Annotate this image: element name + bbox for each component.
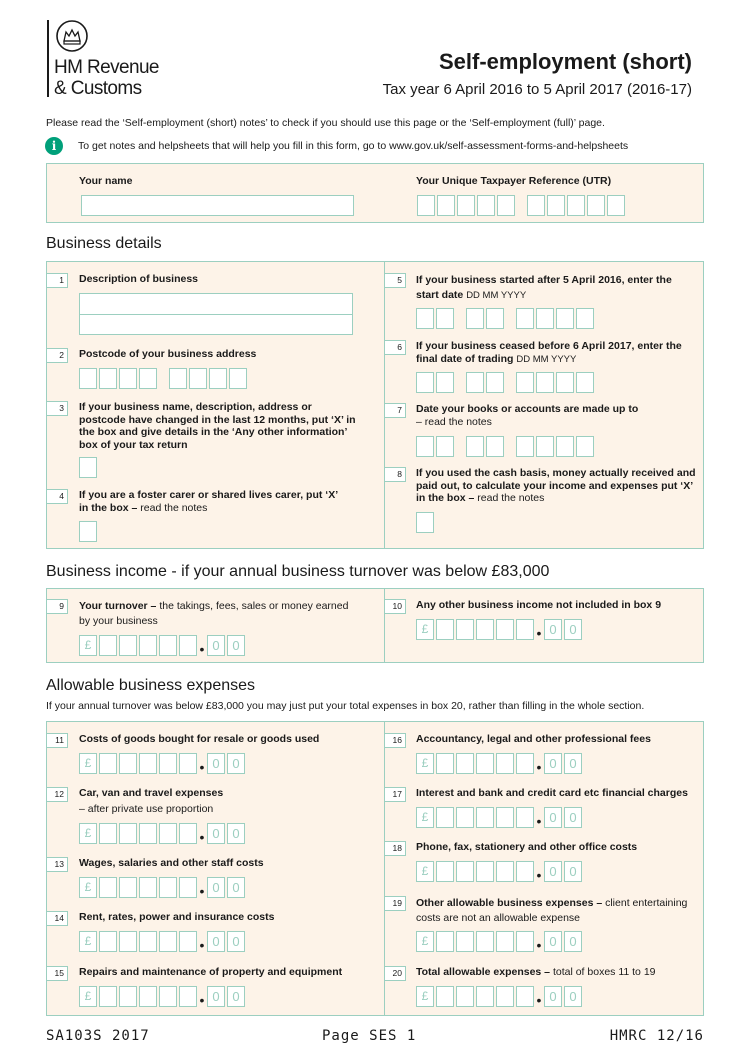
revision-date: HMRC 12/16 xyxy=(609,1028,704,1044)
box-number-14: 14 xyxy=(46,911,68,926)
pence-digit: 0 xyxy=(564,986,582,1007)
accountancy-fees-input[interactable] xyxy=(416,753,582,774)
pound-sign: £ xyxy=(79,823,97,844)
cease-date-input[interactable] xyxy=(416,372,594,393)
q3-label: If your business name, description, address or postcode have changed in the last 12 months, put ‘X’ in the box and give details in the ‘Any other information’ box of your tax return xyxy=(79,401,356,451)
royal-crown-icon xyxy=(56,20,88,52)
q5-label-text: If your business started after 5 April 2016, enter the start date xyxy=(416,274,672,301)
office-costs-input[interactable] xyxy=(416,861,582,882)
box-number-4: 4 xyxy=(46,489,68,504)
utr-label: Your Unique Taxpayer Reference (UTR) xyxy=(416,175,612,187)
box-number-6: 6 xyxy=(384,340,406,355)
pence-digit: 0 xyxy=(227,986,245,1007)
q9-label-text: Your turnover – xyxy=(79,600,157,612)
box-number-5: 5 xyxy=(384,273,406,288)
box-number-15: 15 xyxy=(46,966,68,981)
pence-digit: 0 xyxy=(227,877,245,898)
q4-hint: read the notes xyxy=(140,501,208,514)
pound-sign: £ xyxy=(79,931,97,952)
pence-digit: 0 xyxy=(564,753,582,774)
q19-label xyxy=(416,896,700,926)
q4-label-text: If you are a foster carer or shared lives carer, put ‘X’ in the box – xyxy=(79,489,338,514)
q19-label-text: Other allowable business expenses – xyxy=(416,897,603,909)
pence-digit: 0 xyxy=(564,931,582,952)
q5-label xyxy=(416,273,696,303)
postcode-input[interactable] xyxy=(79,368,247,389)
q14-label: Rent, rates, power and insurance costs xyxy=(79,911,275,923)
pound-sign: £ xyxy=(79,877,97,898)
pence-digit: 0 xyxy=(227,635,245,656)
pound-sign: £ xyxy=(416,807,434,828)
org-name-line1: HM Revenue xyxy=(54,57,159,78)
box-number-1: 1 xyxy=(46,273,68,288)
pence-digit: 0 xyxy=(544,986,562,1007)
pence-digit: 0 xyxy=(564,807,582,828)
business-income-heading: Business income - if your annual business turnover was below £83,000 xyxy=(46,563,550,580)
pound-sign: £ xyxy=(416,619,434,640)
details-changed-checkbox[interactable] xyxy=(79,457,97,478)
decimal-point: • xyxy=(536,867,542,883)
pound-sign: £ xyxy=(79,986,97,1007)
q7-label: Date your books or accounts are made up to xyxy=(416,403,639,415)
box-number-2: 2 xyxy=(46,348,68,363)
pence-digit: 0 xyxy=(227,823,245,844)
info-text: To get notes and helpsheets that will help you fill in this form, go to www.gov.uk/self-assessment-forms-and-helpsheets xyxy=(78,140,629,152)
info-icon: i xyxy=(45,137,63,155)
pence-digit: 0 xyxy=(564,619,582,640)
pence-digit: 0 xyxy=(227,753,245,774)
other-income-input[interactable] xyxy=(416,619,582,640)
name-input[interactable] xyxy=(81,195,354,216)
pence-digit: 0 xyxy=(544,619,562,640)
box-number-19: 19 xyxy=(384,896,406,911)
pence-digit: 0 xyxy=(207,823,225,844)
q6-label-text: If your business ceased before 6 April 2017, enter the final date of trading xyxy=(416,340,682,365)
pence-digit: 0 xyxy=(544,807,562,828)
repairs-input[interactable] xyxy=(79,986,245,1007)
q12-label: Car, van and travel expenses xyxy=(79,787,224,799)
pound-sign: £ xyxy=(416,753,434,774)
accounts-date-input[interactable] xyxy=(416,436,594,457)
wages-input[interactable] xyxy=(79,877,245,898)
q17-label: Interest and bank and credit card etc financial charges xyxy=(416,787,688,799)
decimal-point: • xyxy=(199,883,205,899)
travel-expenses-input[interactable] xyxy=(79,823,245,844)
box-number-9: 9 xyxy=(46,599,68,614)
pence-digit: 0 xyxy=(544,861,562,882)
logo-bar xyxy=(47,20,49,97)
pound-sign: £ xyxy=(416,986,434,1007)
expenses-note: If your annual turnover was below £83,000 you may just put your total expenses in box 20, rather than filling in the whole section. xyxy=(46,700,645,712)
q20-label xyxy=(416,966,656,979)
pound-sign: £ xyxy=(79,635,97,656)
pence-digit: 0 xyxy=(227,931,245,952)
q8-hint: read the notes xyxy=(477,492,545,504)
q6-label xyxy=(416,340,700,366)
pound-sign: £ xyxy=(416,931,434,952)
q20-label-text: Total allowable expenses – xyxy=(416,966,551,978)
decimal-point: • xyxy=(199,992,205,1008)
box-number-13: 13 xyxy=(46,857,68,872)
turnover-input[interactable] xyxy=(79,635,245,656)
q12-hint: – after private use proportion xyxy=(79,803,214,815)
goods-costs-input[interactable] xyxy=(79,753,245,774)
business-details-heading: Business details xyxy=(46,235,162,252)
form-code: SA103S 2017 xyxy=(46,1028,150,1044)
business-description-separator xyxy=(80,314,352,315)
q5-date-format-hint: DD MM YYYY xyxy=(466,290,527,301)
box-number-16: 16 xyxy=(384,733,406,748)
pence-digit: 0 xyxy=(207,753,225,774)
org-name-line2: & Customs xyxy=(54,78,142,99)
q4-label xyxy=(79,489,349,514)
pound-sign: £ xyxy=(79,753,97,774)
q20-hint: total of boxes 11 to 19 xyxy=(552,966,656,978)
foster-carer-checkbox[interactable] xyxy=(79,521,97,542)
tax-year-subtitle: Tax year 6 April 2016 to 5 April 2017 (2016-17) xyxy=(382,81,692,98)
q8-label xyxy=(416,467,696,505)
other-expenses-input[interactable] xyxy=(416,931,582,952)
start-date-input[interactable] xyxy=(416,308,594,329)
q11-label: Costs of goods bought for resale or goods used xyxy=(79,733,320,745)
decimal-point: • xyxy=(536,937,542,953)
financial-charges-input[interactable] xyxy=(416,807,582,828)
q6-date-format-hint: DD MM YYYY xyxy=(516,353,577,365)
q13-label: Wages, salaries and other staff costs xyxy=(79,857,264,869)
decimal-point: • xyxy=(199,937,205,953)
cash-basis-checkbox[interactable] xyxy=(416,512,434,533)
decimal-point: • xyxy=(536,813,542,829)
intro-note: Please read the ‘Self-employment (short) notes’ to check if you should use this page or the ‘Self-employment (full)’ page. xyxy=(46,117,605,129)
pence-digit: 0 xyxy=(207,931,225,952)
pence-digit: 0 xyxy=(544,753,562,774)
q15-label: Repairs and maintenance of property and equipment xyxy=(79,966,343,978)
q2-label: Postcode of your business address xyxy=(79,348,257,360)
box-number-10: 10 xyxy=(384,599,406,614)
q18-label: Phone, fax, stationery and other office costs xyxy=(416,841,638,853)
box-number-17: 17 xyxy=(384,787,406,802)
pence-digit: 0 xyxy=(207,635,225,656)
pence-digit: 0 xyxy=(564,861,582,882)
total-expenses-input[interactable] xyxy=(416,986,582,1007)
rent-rates-input[interactable] xyxy=(79,931,245,952)
page-title: Self-employment (short) xyxy=(438,49,692,74)
decimal-point: • xyxy=(536,625,542,641)
name-label: Your name xyxy=(79,175,133,187)
q7-hint: – read the notes xyxy=(416,416,492,428)
box-number-12: 12 xyxy=(46,787,68,802)
pence-digit: 0 xyxy=(544,931,562,952)
page-number: Page SES 1 xyxy=(322,1028,417,1044)
decimal-point: • xyxy=(199,641,205,657)
q16-label: Accountancy, legal and other professional fees xyxy=(416,733,651,745)
pence-digit: 0 xyxy=(207,986,225,1007)
box-number-8: 8 xyxy=(384,467,406,482)
pound-sign: £ xyxy=(416,861,434,882)
box-number-20: 20 xyxy=(384,966,406,981)
decimal-point: • xyxy=(199,829,205,845)
q8-label-text: If you used the cash basis, money actually received and paid out, to calculate your income and expenses put ‘X’ in the box – xyxy=(416,467,696,504)
decimal-point: • xyxy=(199,759,205,775)
decimal-point: • xyxy=(536,759,542,775)
box-number-7: 7 xyxy=(384,403,406,418)
decimal-point: • xyxy=(536,992,542,1008)
expenses-heading: Allowable business expenses xyxy=(46,677,256,694)
pence-digit: 0 xyxy=(207,877,225,898)
q10-label: Any other business income not included in box 9 xyxy=(416,599,662,611)
box-number-11: 11 xyxy=(46,733,68,748)
q9-label xyxy=(79,599,361,629)
box-number-3: 3 xyxy=(46,401,68,416)
utr-input[interactable] xyxy=(417,195,625,216)
box-number-18: 18 xyxy=(384,841,406,856)
q9-hint: the takings, fees, sales or money earned by your business xyxy=(79,600,349,627)
q19-hint: client entertaining costs are not an allowable expense xyxy=(416,897,688,924)
q1-label: Description of business xyxy=(79,273,199,285)
